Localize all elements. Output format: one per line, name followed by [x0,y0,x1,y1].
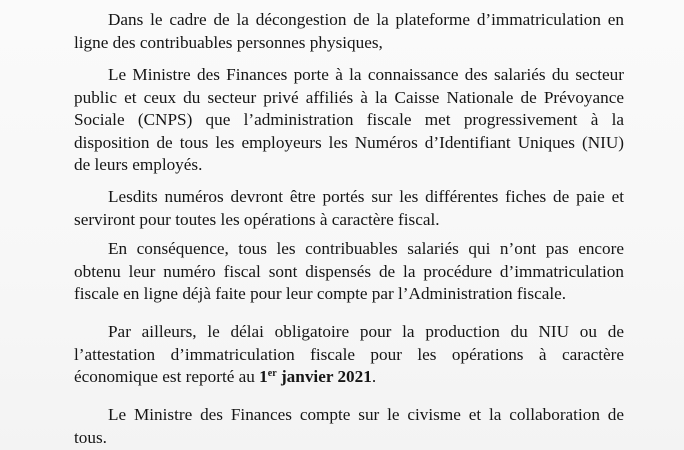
deadline-day: 1 [259,367,268,386]
text-line-deadline [74,366,624,389]
paragraph-deadline [74,321,624,389]
paragraph-decongestion [74,9,624,54]
deadline-period: . [371,367,377,386]
paragraph-closing [74,404,624,449]
deadline-month-year: janvier 2021 [276,367,372,386]
text-line: Lesdits numéros devront être portés sur les différentes fiches de paie et [108,187,624,206]
text-line: Le Ministre des Finances porte à la connaissance des salariés du secteur [108,65,624,84]
text-line: Par ailleurs, le délai obligatoire pour la production du NIU ou de [108,322,624,341]
text-line: tous. [74,427,107,447]
text-line: serviront pour toutes les opérations à caractère fiscal. [74,209,440,229]
text-line: Le Ministre des Finances compte sur le civisme et la collaboration de [108,405,624,424]
text-line: ligne des contribuables personnes physiques, [74,32,383,52]
text-line: l’attestation d’immatriculation fiscale pour les opérations à caractère [74,344,624,364]
deadline-date [259,367,372,386]
text-line: obtenu leur numéro fiscal sont dispensés de la procédure d’immatriculation [74,261,624,281]
text-line: de leurs employés. [74,155,203,174]
text-line: disposition de tous les employeurs les Numéros d’Identifiant Uniques (NIU) [74,132,624,152]
text-line: Dans le cadre de la décongestion de la plateforme d’immatriculation en [108,10,624,29]
text-line: public et ceux du secteur privé affiliés à la Caisse Nationale de Prévoyance [74,87,624,107]
text-line: En conséquence, tous les contribuables salariés qui n’ont pas encore [108,239,624,258]
paragraph-consequence [74,238,624,306]
text-line: Sociale (CNPS) que l’administration fiscale met progressivement à la [74,110,624,129]
deadline-intro: économique est reporté au [74,367,255,386]
text-line: fiscale en ligne déjà faite pour leur compte par l’Administration fiscale. [74,284,567,303]
deadline-ordinal: er [267,368,277,379]
paragraph-announcement [74,64,624,177]
paragraph-payslips [74,186,624,231]
